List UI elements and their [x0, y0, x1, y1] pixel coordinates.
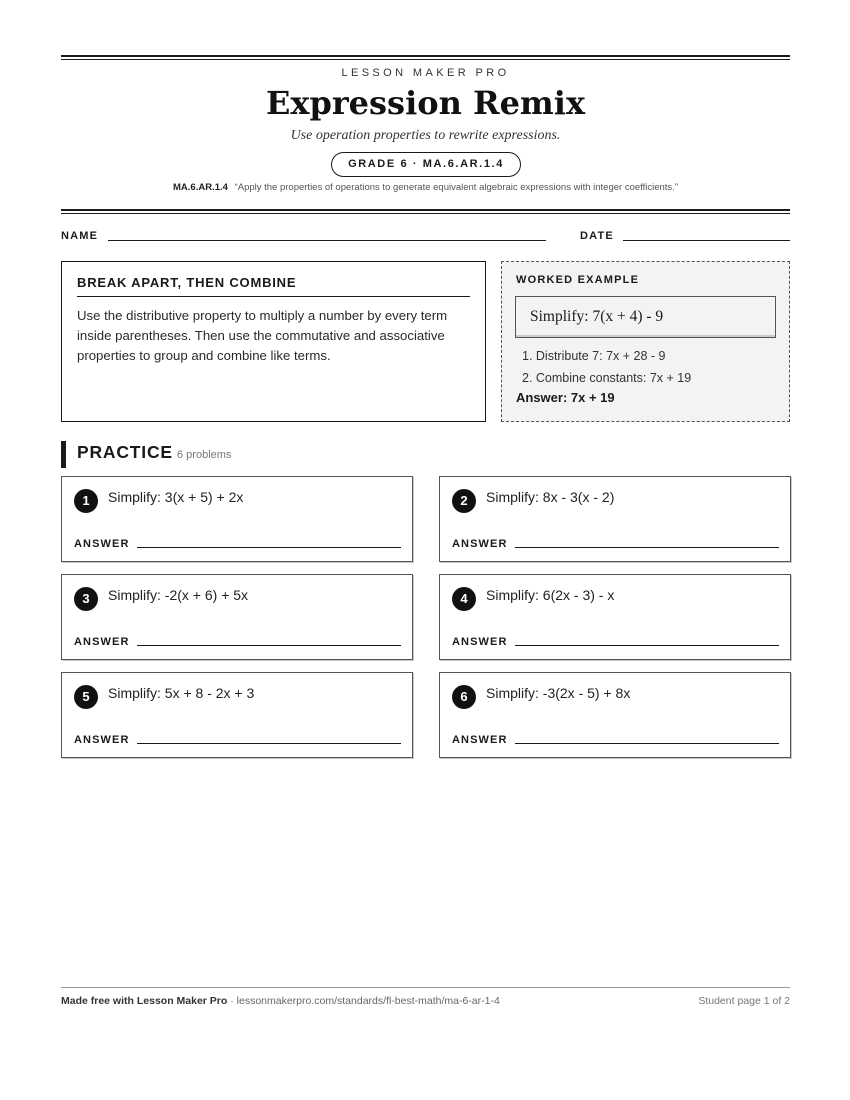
practice-count: 6 problems	[177, 449, 232, 461]
practice-title: PRACTICE	[77, 442, 173, 462]
concept-heading: BREAK APART, THEN COMBINE	[77, 275, 470, 297]
problem-number: 6	[452, 685, 476, 709]
answer-label: ANSWER	[74, 734, 130, 746]
problem-number: 2	[452, 489, 476, 513]
answer-label: ANSWER	[74, 538, 130, 550]
footer-credit	[61, 995, 500, 1007]
problem-card	[439, 574, 791, 660]
answer-field[interactable]	[515, 547, 779, 548]
problem-text: Simplify: 5x + 8 - 2x + 3	[108, 685, 255, 701]
problem-card	[61, 476, 413, 562]
worked-example-step: 1. Distribute 7: 7x + 28 - 9	[522, 349, 666, 363]
header-top-rule	[61, 55, 790, 60]
practice-accent-bar	[61, 441, 66, 468]
answer-field[interactable]	[515, 645, 779, 646]
problem-number: 5	[74, 685, 98, 709]
header-bottom-rule	[61, 209, 790, 214]
name-label: NAME	[61, 230, 99, 242]
grade-badge: GRADE 6 · MA.6.AR.1.4	[331, 152, 521, 177]
problem-number: 3	[74, 587, 98, 611]
footer-made-with: Made free with Lesson Maker Pro	[61, 995, 228, 1007]
problem-card	[61, 574, 413, 660]
answer-label: ANSWER	[452, 734, 508, 746]
worked-example-answer: Answer: 7x + 19	[516, 390, 615, 405]
page-subtitle: Use operation properties to rewrite expressions.	[290, 128, 561, 143]
concept-body: Use the distributive property to multiply a number by every term inside parentheses. Then use the commutative and associative properties to group and combine like terms.	[77, 308, 448, 363]
page-title: Expression Remix	[265, 84, 586, 122]
answer-field[interactable]	[515, 743, 779, 744]
problem-text: Simplify: 3(x + 5) + 2x	[108, 489, 244, 505]
footer-rule	[61, 987, 790, 988]
answer-field[interactable]	[137, 743, 401, 744]
footer-url[interactable]: · lessonmakerpro.com/standards/fl-best-math/ma-6-ar-1-4	[227, 995, 500, 1007]
worksheet-page	[61, 0, 790, 1100]
name-field[interactable]	[108, 240, 546, 241]
worked-example-box	[501, 261, 790, 422]
worked-example-step: 2. Combine constants: 7x + 19	[522, 371, 692, 385]
problem-text: Simplify: -3(2x - 5) + 8x	[486, 685, 631, 701]
problem-card	[439, 672, 791, 758]
worked-example-problem: Simplify: 7(x + 4) - 9	[515, 296, 776, 338]
problem-text: Simplify: 6(2x - 3) - x	[486, 587, 615, 603]
date-field[interactable]	[623, 240, 790, 241]
answer-field[interactable]	[137, 645, 401, 646]
answer-label: ANSWER	[74, 636, 130, 648]
footer-page-number: Student page 1 of 2	[698, 995, 790, 1007]
standard-statement	[61, 182, 790, 193]
date-label: DATE	[580, 230, 614, 242]
answer-field[interactable]	[137, 547, 401, 548]
problem-number: 4	[452, 587, 476, 611]
problem-card	[61, 672, 413, 758]
worked-example-heading: WORKED EXAMPLE	[516, 274, 640, 286]
standard-text: “Apply the properties of operations to generate equivalent algebraic expressions with integer coefficients.”	[234, 182, 678, 193]
answer-label: ANSWER	[452, 636, 508, 648]
answer-label: ANSWER	[452, 538, 508, 550]
problem-text: Simplify: 8x - 3(x - 2)	[486, 489, 615, 505]
concept-box	[61, 261, 486, 422]
problem-card	[439, 476, 791, 562]
brand-name: LESSON MAKER PRO	[341, 67, 510, 79]
standard-code: MA.6.AR.1.4	[173, 182, 228, 193]
problem-text: Simplify: -2(x + 6) + 5x	[108, 587, 249, 603]
problem-number: 1	[74, 489, 98, 513]
worked-example-steps	[522, 345, 691, 389]
